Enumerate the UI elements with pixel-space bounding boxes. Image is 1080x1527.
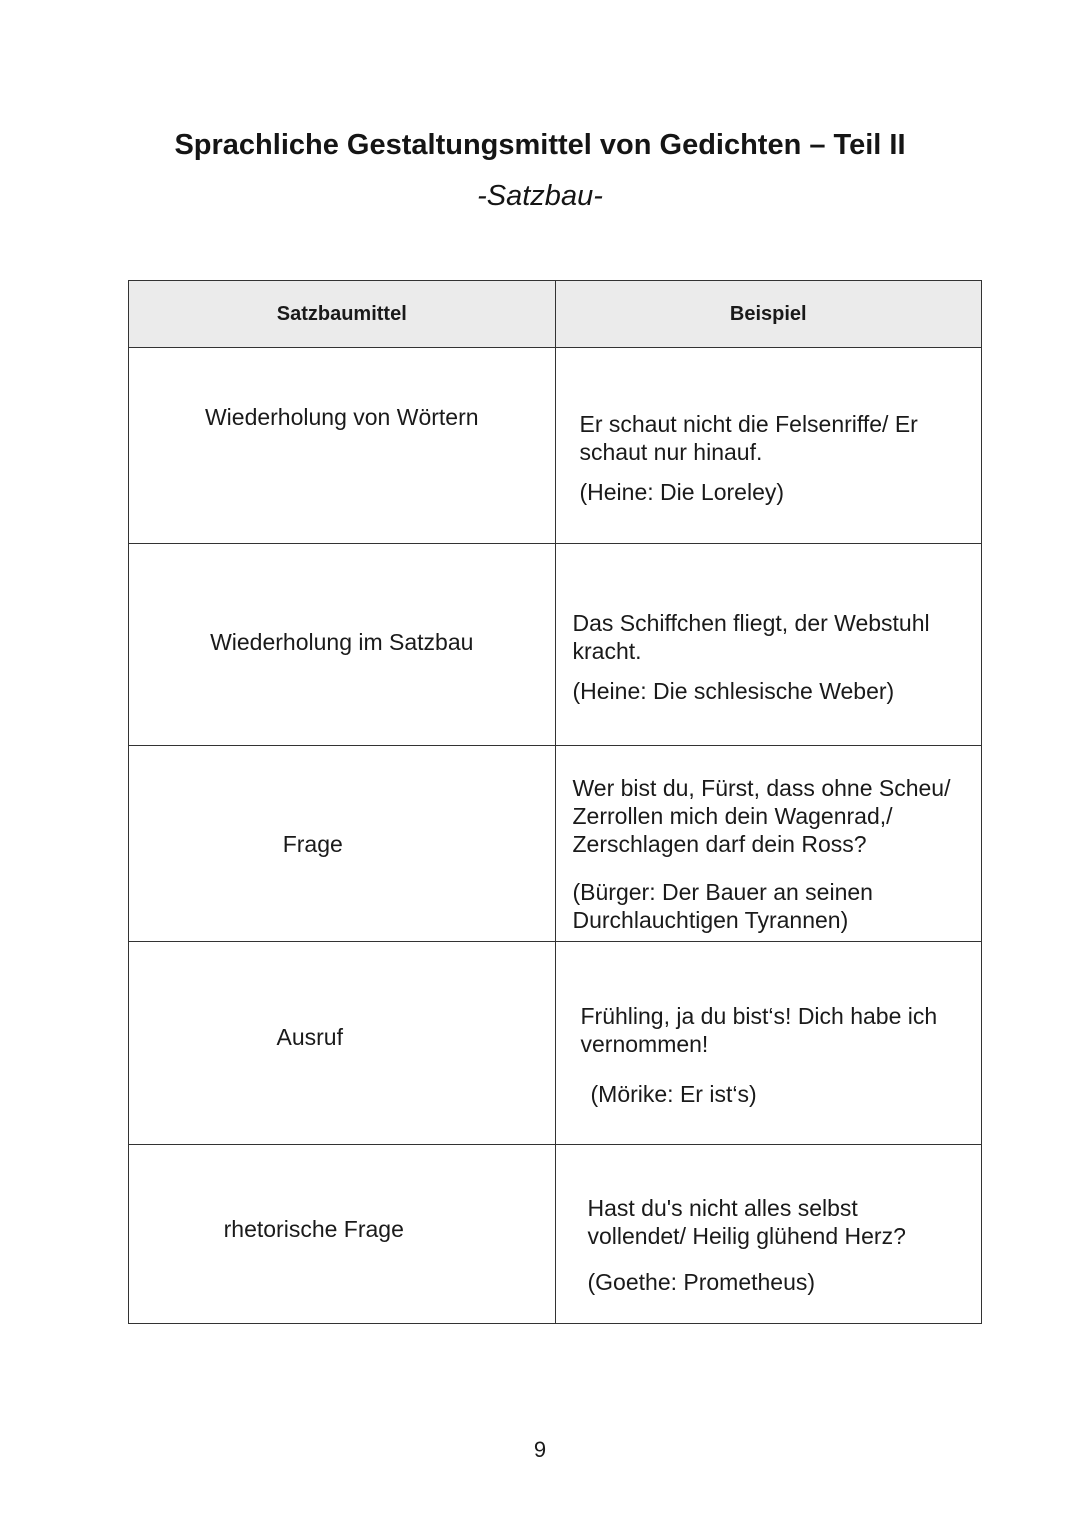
example-cell <box>555 746 982 942</box>
example-source: (Goethe: Prometheus) <box>587 1269 816 1295</box>
example-source: (Bürger: Der Bauer an seinen Durchlauchtigen Tyrannen) <box>572 878 873 933</box>
example-cell <box>555 1145 982 1324</box>
example-quote: Hast du's nicht alles selbst vollendet/ Heilig glühend Herz? <box>587 1195 906 1249</box>
table-row <box>129 1145 982 1324</box>
example-quote: Das Schiffchen fliegt, der Webstuhl kracht. <box>572 609 930 664</box>
page-number: 9 <box>533 1437 547 1462</box>
page-title: Sprachliche Gestaltungsmittel von Gedichten – Teil II <box>174 129 906 161</box>
device-name: rhetorische Frage <box>129 1145 556 1324</box>
example-quote: Er schaut nicht die Felsenriffe/ Er schaut nur hinauf. <box>579 410 918 465</box>
table-row <box>129 544 982 746</box>
example-source: (Mörike: Er ist‘s) <box>590 1081 757 1107</box>
example-source: (Heine: Die Loreley) <box>579 478 785 505</box>
page-subtitle: -Satzbau- <box>477 180 603 212</box>
device-name: Wiederholung im Satzbau <box>129 544 556 746</box>
table-header-row <box>129 281 982 348</box>
table-row <box>129 746 982 942</box>
table-row <box>129 942 982 1145</box>
column-header-device: Satzbaumittel <box>129 281 556 348</box>
example-cell <box>555 348 982 544</box>
device-name: Wiederholung von Wörtern <box>129 348 556 544</box>
column-header-example: Beispiel <box>555 281 982 348</box>
example-source: (Heine: Die schlesische Weber) <box>572 677 895 704</box>
example-cell <box>555 942 982 1145</box>
stylistic-devices-table <box>128 280 982 1324</box>
example-cell <box>555 544 982 746</box>
device-name: Frage <box>129 746 556 942</box>
example-quote: Wer bist du, Fürst, dass ohne Scheu/ Zerrollen mich dein Wagenrad,/ Zerschlagen darf dein Ross? <box>572 774 951 857</box>
table-row <box>129 348 982 544</box>
example-quote: Frühling, ja du bist‘s! Dich habe ich vernommen! <box>580 1003 938 1057</box>
device-name: Ausruf <box>129 942 556 1145</box>
